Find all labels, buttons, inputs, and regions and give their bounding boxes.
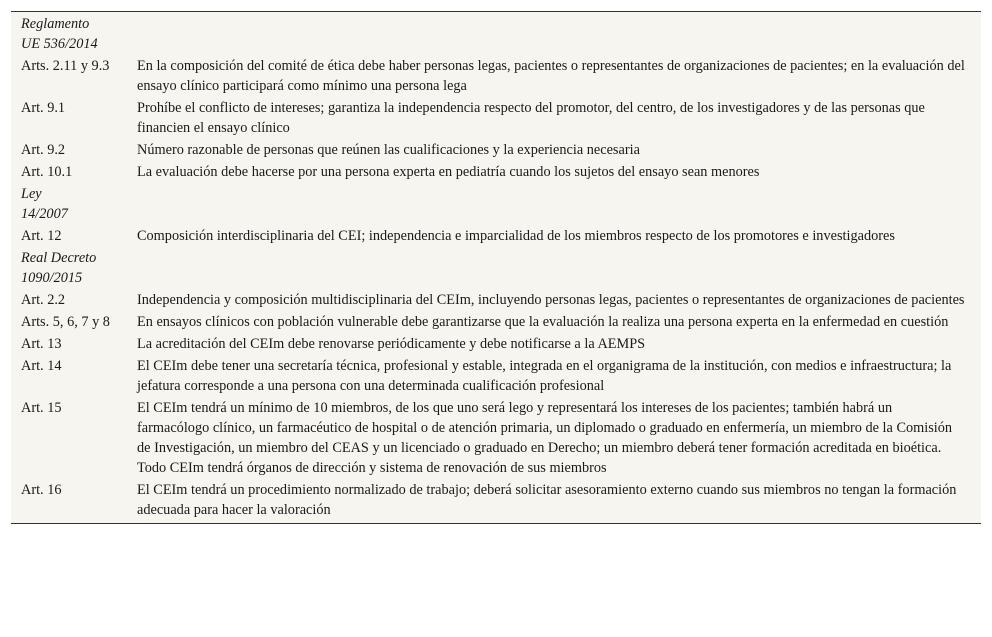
description-cell: La acreditación del CEIm debe renovarse periódicamente y debe notificarse a la AEMPS [137,336,646,352]
table-row [11,397,981,479]
table-row [11,355,981,397]
article-cell: Art. 9.2 [21,142,66,158]
article-cell: Art. 15 [21,400,62,416]
description-cell: Composición interdisciplinaria del CEI; independencia e imparcialidad de los miembros respecto de los promotores e investigadores [137,228,895,244]
description-cell: El CEIm tendrá un mínimo de 10 miembros, de los que uno será lego y representará los intereses de los pacientes; también habrá un farmacólogo clínico, un farmacéutico de hospital o de atención primaria, un diplomado o graduado en enfermería, un miembro de la Comisión de Investigación, un miembro del CEAS y un licenciado o graduado en Derecho; un miembro deberá tener formación acreditada en bioética. Todo CEIm tendrá órganos de dirección y sistema de renovación de sus miembros [137,400,953,476]
table-row [11,225,981,247]
section-title: Reglamento UE 536/2014 [21,16,98,52]
article-cell: Arts. 5, 6, 7 y 8 [21,314,110,330]
table-row [11,479,981,524]
table-row [11,311,981,333]
section-title: Real Decreto 1090/2015 [21,250,97,286]
description-cell: Número razonable de personas que reúnen las cualificaciones y la experiencia necesaria [137,142,640,158]
table-row [11,333,981,355]
regulation-table-container [11,11,981,524]
article-cell: Art. 13 [21,336,62,352]
description-cell: En ensayos clínicos con población vulnerable debe garantizarse que la evaluación la realiza una persona experta en la enfermedad en cuestión [137,314,949,330]
table-row [11,55,981,97]
regulation-table [11,11,981,524]
article-cell: Art. 14 [21,358,62,374]
description-cell: Independencia y composición multidisciplinaria del CEIm, incluyendo personas legas, pacientes o representantes de organizaciones de pacientes [137,292,965,308]
section-title: Ley 14/2007 [21,186,68,222]
article-cell: Art. 2.2 [21,292,66,308]
article-cell: Art. 16 [21,482,62,498]
table-row [11,97,981,139]
table-row [11,289,981,311]
article-cell: Arts. 2.11 y 9.3 [21,58,110,74]
description-cell: El CEIm tendrá un procedimiento normalizado de trabajo; deberá solicitar asesoramiento externo cuando sus miembros no tengan la formación adecuada para hacer la valoración [137,482,957,518]
table-row [11,139,981,161]
section-header-real-decreto [11,247,981,289]
description-cell: En la composición del comité de ética debe haber personas legas, pacientes o representantes de organizaciones de pacientes; en la evaluación del ensayo clínico participará como mínimo una persona lega [137,58,965,94]
description-cell: El CEIm debe tener una secretaría técnica, profesional y estable, integrada en el organigrama de la institución, con medios e infraestructura; la jefatura corresponde a una persona con una determinada cualificación profesional [137,358,952,394]
section-header-ley [11,183,981,225]
description-cell: Prohíbe el conflicto de intereses; garantiza la independencia respecto del promotor, del centro, de los investigadores y de las personas que financien el ensayo clínico [137,100,925,136]
section-header-reglamento [11,12,981,56]
article-cell: Art. 9.1 [21,100,66,116]
article-cell: Art. 10.1 [21,164,73,180]
article-cell: Art. 12 [21,228,62,244]
table-row [11,161,981,183]
description-cell: La evaluación debe hacerse por una persona experta en pediatría cuando los sujetos del ensayo sean menores [137,164,760,180]
